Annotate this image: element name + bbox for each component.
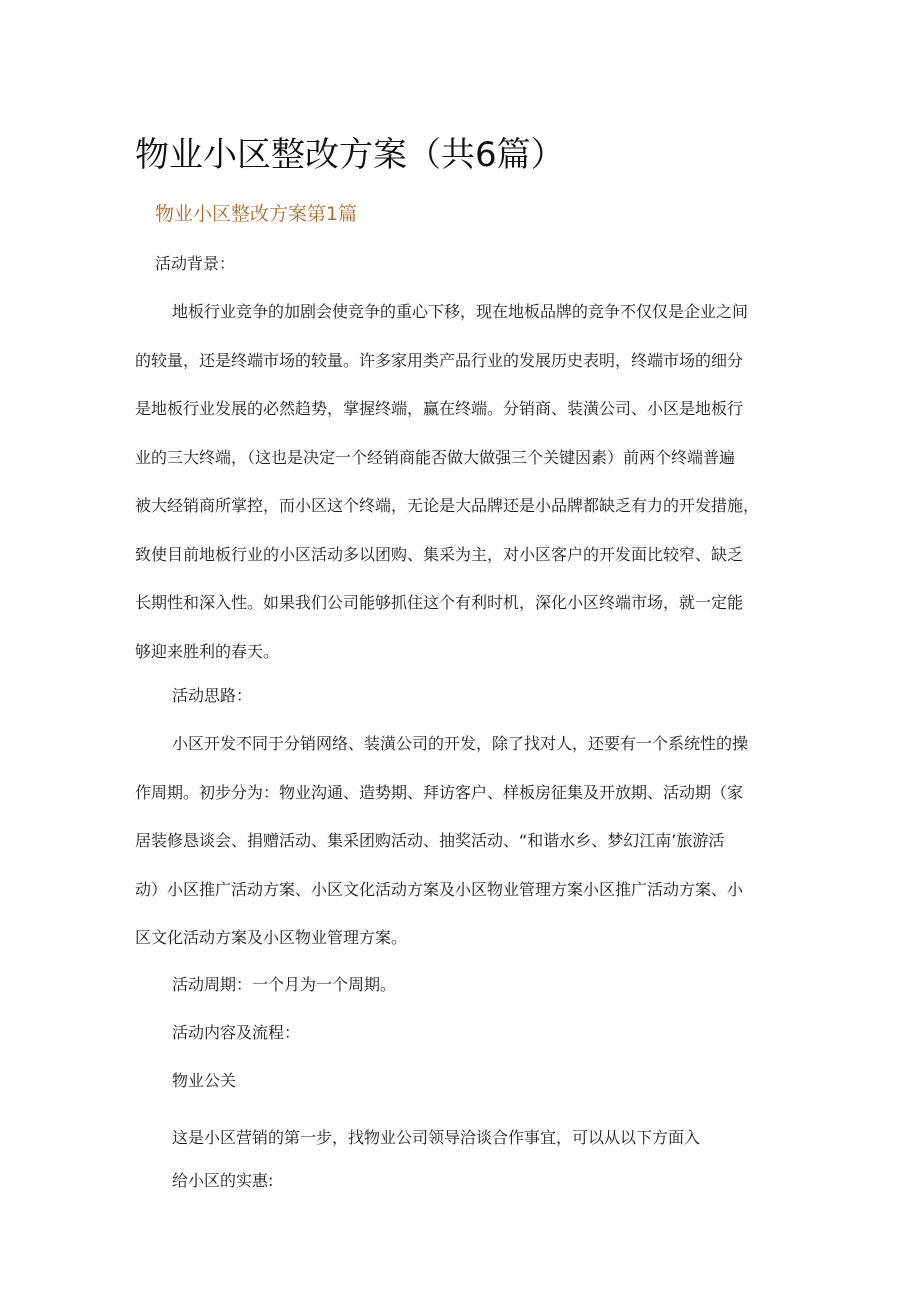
paragraph-line: 地板行业竞争的加剧会使竞争的重心下移，现在地板品牌的竞争不仅仅是企业之间 bbox=[172, 302, 749, 321]
idea-label: 活动思路： bbox=[172, 686, 253, 705]
paragraph-line: 作周期。初步分为：物业沟通、造势期、拜访客户、样板房征集及开放期、活动期（家 bbox=[135, 782, 744, 802]
paragraph-line: 够迎来胜利的春天。 bbox=[135, 641, 280, 661]
pr-label: 物业公关 bbox=[172, 1071, 237, 1090]
paragraph-line: 区文化活动方案及小区物业管理方案。 bbox=[135, 928, 408, 947]
first-step-text: 这是小区营销的第一步，找物业公司领导洽谈合作事宜，可以从以下方面入 bbox=[172, 1128, 701, 1147]
paragraph-line: 是地板行业发展的必然趋势，掌握终端，赢在终端。分销商、装潢公司、小区是地板行 bbox=[135, 399, 744, 418]
paragraph-line: 致使目前地板行业的小区活动多以团购、集采为主，对小区客户的开发面比较窄、缺乏 bbox=[135, 544, 744, 564]
paragraph-line: 的较量，还是终端市场的较量。许多家用类产品行业的发展历史表明，终端市场的细分 bbox=[135, 350, 744, 370]
paragraph-line: 业的三大终端，（这也是决定一个经销商能否做大做强三个关键因素）前两个终端普遍 bbox=[135, 447, 736, 467]
paragraph-line: 居装修恳谈会、捐赠活动、集采团购活动、抽奖活动、“和谐水乡、梦幻江南’旅游活 bbox=[135, 831, 725, 850]
cycle-text: 活动周期：一个月为一个周期。 bbox=[172, 975, 397, 994]
section-heading: 物业小区整改方案第1篇 bbox=[155, 203, 358, 225]
background-paragraph bbox=[135, 288, 790, 676]
benefit-label: 给小区的实惠: bbox=[172, 1171, 274, 1190]
content-label: 活动内容及流程： bbox=[172, 1023, 301, 1042]
paragraph-line: 长期性和深入性。如果我们公司能够抓住这个有利时机，深化小区终端市场，就一定能 bbox=[135, 593, 744, 612]
paragraph-line: 动）小区推广活动方案、小区文化活动方案及小区物业管理方案小区推广活动方案、小 bbox=[135, 879, 744, 899]
paragraph-line: 被大经销商所掌控，而小区这个终端，无论是大品牌还是小品牌都缺乏有力的开发措施， bbox=[135, 496, 760, 515]
paragraph-line: 小区开发不同于分销网络、装潢公司的开发，除了找对人，还要有一个系统性的操 bbox=[172, 734, 749, 753]
idea-paragraph bbox=[135, 720, 790, 963]
background-label: 活动背景： bbox=[155, 254, 236, 273]
document-title: 物业小区整改方案（共6篇） bbox=[135, 135, 565, 175]
